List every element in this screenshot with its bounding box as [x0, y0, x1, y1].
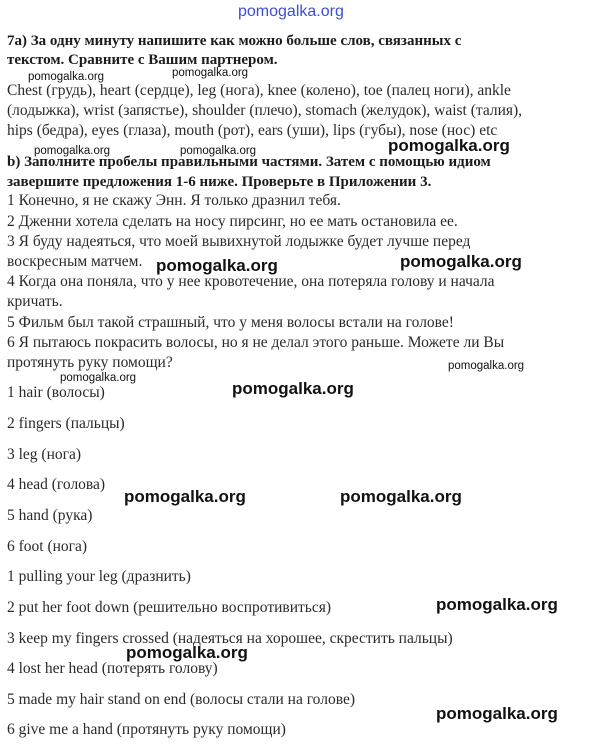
sentence-line: 1 Конечно, я не скажу Энн. Я только дразнил тебя.	[7, 192, 341, 209]
watermark: pomogalka.org	[400, 252, 522, 271]
sentence-line: 3 Я буду надеяться, что моей вывихнутой лодыжке будет лучше перед	[7, 233, 471, 250]
sentence-line: 2 Дженни хотела сделать на носу пирсинг, но ее мать остановила ее.	[7, 213, 458, 230]
watermark: pomogalka.org	[238, 3, 344, 20]
section-b-title: b) Заполните пробелы правильными частями. Затем с помощью идиом	[7, 154, 491, 170]
sentence-line: 6 Я пытаюсь покрасить волосы, но я не делал этого раньше. Можете ли Вы	[7, 334, 505, 351]
answer-idiom: 5 made my hair stand on end (волосы стали на голове)	[7, 691, 355, 708]
answer-part: 3 leg (нога)	[7, 446, 82, 463]
answer-idiom: 4 lost her head (потерять голову)	[7, 660, 218, 677]
sentence-line: протянуть руку помощи?	[7, 354, 173, 371]
answer-idiom: 2 put her foot down (решительно воспротивиться)	[7, 599, 332, 616]
watermark: pomogalka.org	[448, 360, 525, 372]
watermark: pomogalka.org	[388, 136, 510, 155]
watermark: pomogalka.org	[340, 487, 462, 506]
watermark: pomogalka.org	[180, 145, 257, 157]
sentence-line: 5 Фильм был такой страшный, что у меня волосы встали на голове!	[7, 314, 454, 331]
section-a-text: (лодыжка), wrist (запястье), shoulder (плечо), stomach (желудок), waist (талия),	[7, 102, 523, 119]
answer-part: 5 hand (рука)	[7, 507, 93, 524]
sentence-line: кричать.	[7, 293, 63, 310]
section-b-title: завершите предложения 1-6 ниже. Проверьте в Приложении 3.	[7, 174, 432, 190]
watermark: pomogalka.org	[172, 67, 249, 79]
answer-idiom: 3 keep my fingers crossed (надеяться на хорошее, скрестить пальцы)	[7, 630, 453, 647]
section-a-title: 7a) За одну минуту напишите как можно больше слов, связанных с	[7, 33, 462, 49]
section-a-title: текстом. Сравните с Вашим партнером.	[7, 52, 278, 68]
answer-part: 6 foot (нога)	[7, 538, 88, 555]
answer-idiom: 6 give me a hand (протянуть руку помощи)	[7, 721, 286, 738]
answer-part: 1 hair (волосы)	[7, 384, 105, 401]
section-a-text: Chest (грудь), heart (сердце), leg (нога), knee (колено), toe (палец ноги), ankle	[7, 82, 511, 99]
watermark: pomogalka.org	[124, 487, 246, 506]
sentence-line: воскресным матчем.	[7, 253, 143, 270]
watermark: pomogalka.org	[436, 595, 558, 614]
answer-part: 2 fingers (пальцы)	[7, 415, 125, 432]
watermark: pomogalka.org	[126, 643, 248, 662]
watermark: pomogalka.org	[232, 379, 354, 398]
section-a-text: hips (бедра), eyes (глаза), mouth (рот), ears (уши), lips (губы), nose (нос) etc	[7, 122, 498, 139]
watermark: pomogalka.org	[28, 71, 105, 83]
answer-idiom: 1 pulling your leg (дразнить)	[7, 568, 191, 585]
watermark: pomogalka.org	[34, 145, 111, 157]
sentence-line: 4 Когда она поняла, что у нее кровотечение, она потеряла голову и начала	[7, 273, 495, 290]
answer-part: 4 head (голова)	[7, 476, 106, 493]
watermark: pomogalka.org	[156, 256, 278, 275]
watermark: pomogalka.org	[60, 372, 137, 384]
watermark: pomogalka.org	[436, 704, 558, 723]
